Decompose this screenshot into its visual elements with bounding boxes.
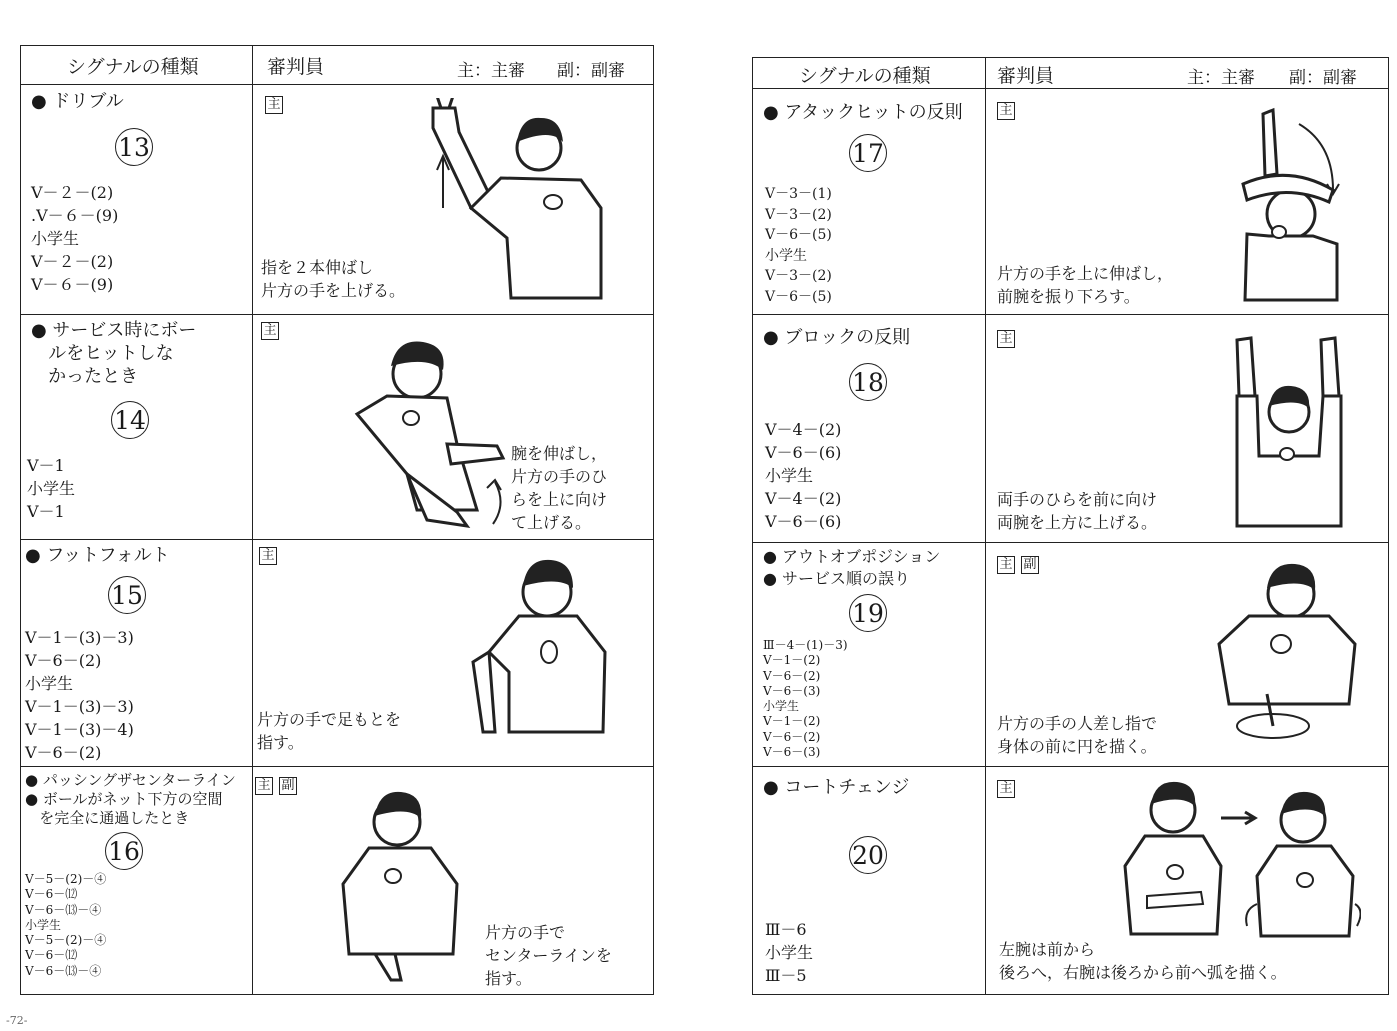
row-divider: [753, 766, 1388, 767]
header-legend-sub: 副：副審: [557, 61, 625, 81]
row-divider: [753, 314, 1388, 315]
signal-description: 片方の手で足もとを 指す。: [257, 710, 402, 752]
header-legend-main: 主：主審: [457, 61, 525, 81]
signal-number: 19: [849, 594, 887, 632]
referee-marks: [255, 777, 297, 797]
rule-codes: V－1 小学生 V－1: [27, 456, 76, 521]
header-divider: [753, 88, 1388, 89]
rule-codes: V－1－(3)－3) V－6－(2) 小学生 V－1－(3)－3) V－1－(3)－4) V－6－(2): [25, 628, 134, 762]
sub-referee-mark: 副: [279, 777, 297, 795]
header-type-label: シグナルの種類: [67, 56, 199, 78]
header-referee-label: 審判員: [997, 65, 1055, 87]
column-divider: [985, 58, 986, 994]
main-referee-mark: 主: [997, 102, 1015, 120]
header-type-label: シグナルの種類: [799, 65, 931, 87]
signal-name: ● パッシングザセンターライン ● ボールがネット下方の空間 を完全に通過したとき: [25, 771, 236, 827]
referee-marks: [997, 102, 1015, 122]
referee-figure-service: [347, 334, 527, 534]
referee-marks: [997, 556, 1039, 576]
row-divider: [21, 539, 653, 540]
main-referee-mark: 主: [259, 547, 277, 565]
header-legend-main: 主：主審: [1187, 68, 1255, 88]
signal-number: 13: [115, 128, 153, 166]
referee-figure-attack-hit: [1213, 104, 1353, 304]
main-referee-mark: 主: [997, 330, 1015, 348]
referee-figure-block: [1229, 336, 1349, 532]
rule-codes: V－5－(2)－④ V－6－⑿ V－6－⒀－④ 小学生 V－5－(2)－④ V－6－⑿ V－6－⒀－④: [25, 872, 107, 978]
rule-codes: Ⅲ－6 小学生 Ⅲ－5: [765, 920, 814, 985]
rule-codes: Ⅲ－4－(1)－3) V－1－(2) V－6－(2) V－6－(3) 小学生 V－1－(2) V－6－(2) V－6－(3): [763, 638, 848, 760]
signal-name: ● フットフォルト: [25, 545, 170, 566]
column-divider: [252, 46, 253, 994]
signal-name: ● アタックヒットの反則: [763, 102, 963, 123]
main-referee-mark: 主: [997, 780, 1015, 798]
main-referee-mark: 主: [265, 96, 283, 114]
referee-figure-centerline: [335, 784, 465, 984]
main-referee-mark: 主: [255, 777, 273, 795]
signal-number: 15: [108, 576, 146, 614]
signal-table-right: [752, 57, 1389, 995]
header-legend-sub: 副：副審: [1289, 68, 1357, 88]
signal-number: 20: [849, 836, 887, 874]
signal-number: 18: [849, 363, 887, 401]
signal-number: 17: [849, 134, 887, 172]
referee-figure-footfault: [469, 552, 609, 762]
signal-description: 腕を伸ばし， 片方の手のひ らを上に向け て上げる。: [511, 444, 608, 532]
signal-name: ● サービス時にボー ルをヒットしな かったとき: [31, 320, 197, 387]
signal-number: 16: [105, 832, 143, 870]
header-divider: [21, 84, 653, 85]
rule-codes: V－3－(1) V－3－(2) V－6－(5) 小学生 V－3－(2) V－6－(5): [765, 186, 832, 305]
main-referee-mark: 主: [261, 322, 279, 340]
rule-codes: V－２－(2) .V－６－(9) 小学生 V－２－(2) V－６－(9): [31, 183, 119, 294]
signal-description: 片方の手を上に伸ばし， 前腕を振り下ろす。: [997, 264, 1174, 306]
referee-marks: [265, 96, 283, 116]
header-referee-label: 審判員: [267, 56, 325, 78]
page-number: -72-: [6, 1014, 28, 1027]
signal-number: 14: [111, 401, 149, 439]
signal-name: ● コートチェンジ: [763, 777, 910, 798]
signal-name: ● ブロックの反則: [763, 327, 911, 348]
row-divider: [21, 314, 653, 315]
main-referee-mark: 主: [997, 556, 1015, 574]
referee-marks: [261, 322, 279, 342]
signal-description: 両手のひらを前に向け 両腕を上方に上げる。: [997, 490, 1158, 532]
signal-description: 左腕は前から 後ろへ，右腕は後ろから前へ弧を描く。: [999, 940, 1287, 982]
signal-name: ● ドリブル: [31, 91, 124, 112]
signal-name: ● アウトオブポジション ● サービス順の誤り: [763, 547, 941, 588]
sub-referee-mark: 副: [1021, 556, 1039, 574]
rule-codes: V－4－(2) V－6－(6) 小学生 V－4－(2) V－6－(6): [765, 420, 842, 531]
row-divider: [753, 542, 1388, 543]
signal-description: 片方の手の人差し指で 身体の前に円を描く。: [997, 714, 1158, 756]
referee-figure-dribble: [411, 98, 611, 310]
referee-marks: [997, 780, 1015, 800]
signal-table-left: [20, 45, 654, 995]
referee-figure-court-change: [1117, 780, 1361, 950]
referee-marks: [997, 330, 1015, 350]
referee-marks: [259, 547, 277, 567]
row-divider: [21, 766, 653, 767]
referee-figure-position: [1209, 554, 1359, 750]
signal-description: 指を２本伸ばし 片方の手を上げる。: [261, 258, 406, 300]
signal-description: 片方の手で センターラインを 指す。: [485, 923, 612, 988]
